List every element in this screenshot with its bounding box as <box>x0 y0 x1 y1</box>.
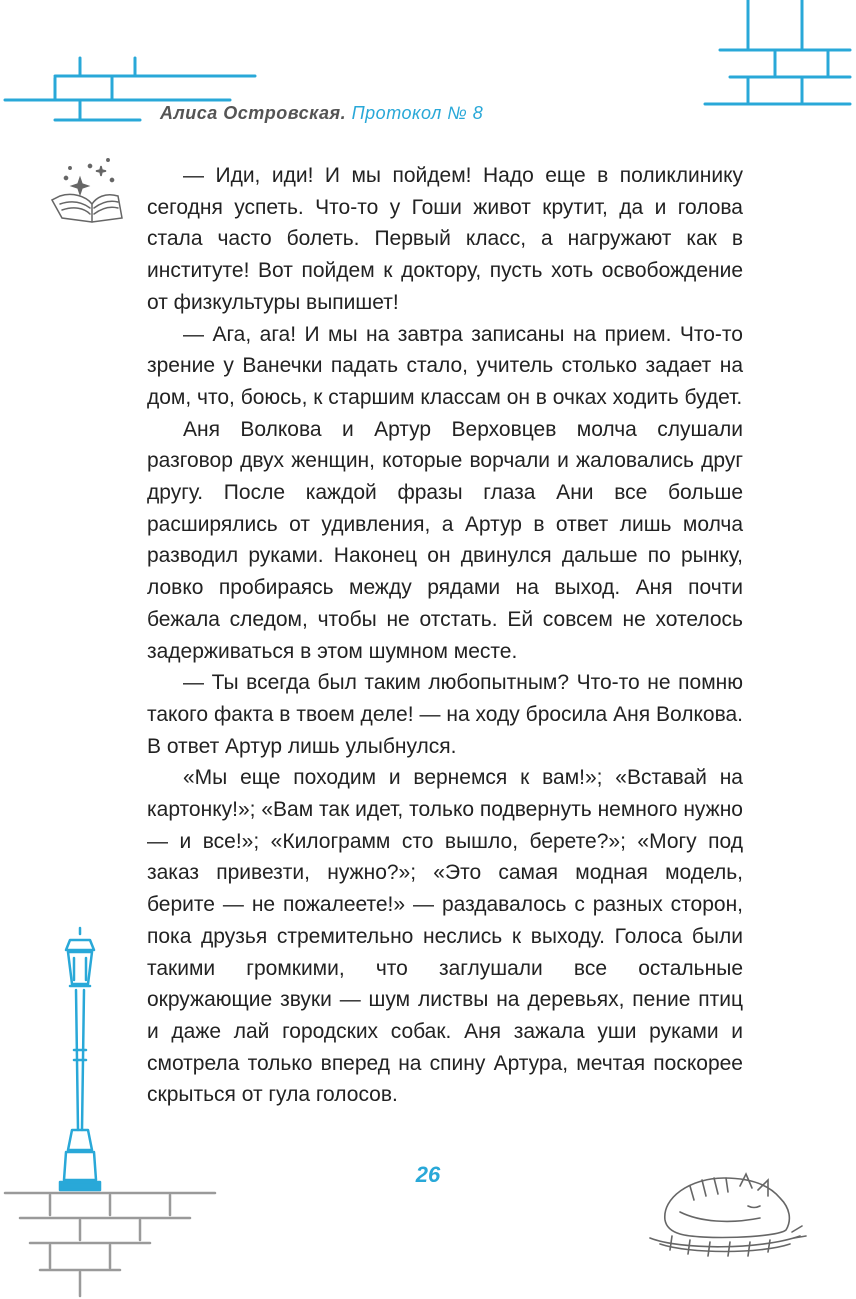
paragraph: «Мы еще походим и вернемся к вам!»; «Вставай на картонку!»; «Вам так идет, только подвернуть немного нужно — и все!»; «Килограмм сто вышло, берете?»; «Могу под заказ привезти, нужно?»; «Это самая модная модель, берите — не пожалеете!» — раздавалось с разных сторон, пока друзья стремительно неслись к выходу. Голоса были такими громкими, что заглушали все остальные окружающие звуки — шум листвы на деревьях, пение птиц и даже лай городских собак. Аня зажала уши руками и смотрела только вперед на спину Артура, мечтая поскорее скрыться от гула голосов. <box>147 766 743 1107</box>
running-header <box>160 103 483 124</box>
header-title: Протокол № 8 <box>351 103 484 123</box>
bottom-left-brick-lines <box>5 1193 215 1296</box>
street-lamp-illustration <box>60 928 100 1190</box>
body-text <box>147 160 743 1111</box>
header-author: Алиса Островская. <box>160 103 347 123</box>
paragraph: — Иди, иди! И мы пойдем! Надо еще в поликлинику сегодня успеть. Что-то у Гоши живот крутит, да и голова стала часто болеть. Первый класс, а нагружают как в институте! Вот пойдем к доктору, пусть хоть освобождение от физкультуры выпишет! <box>147 164 743 314</box>
open-book-icon <box>52 159 122 222</box>
paragraph: — Ага, ага! И мы на завтра записаны на прием. Что-то зрение у Ванечки падать стало, учитель столько задает на дом, что, боюсь, к старшим классам он в очках ходить будет. <box>147 322 743 409</box>
paragraph: Аня Волкова и Артур Верховцев молча слушали разговор двух женщин, которые ворчали и жаловались друг другу. После каждой фразы глаза Ани все больше расширялись от удивления, а Артур в ответ лишь молча разводил руками. Наконец он двинулся дальше по рынку, ловко пробираясь между рядами на выход. Аня почти бежала следом, чтобы не отстать. Ей совсем не хотелось задерживаться в этом шумном месте. <box>147 417 743 663</box>
paragraph: — Ты всегда был таким любопытным? Что-то не помню такого факта в твоем деле! — на ходу бросила Аня Волкова. В ответ Артур лишь улыбнулся. <box>147 671 743 758</box>
page-number: 26 <box>415 1162 441 1187</box>
top-right-brick-lines <box>705 0 850 104</box>
